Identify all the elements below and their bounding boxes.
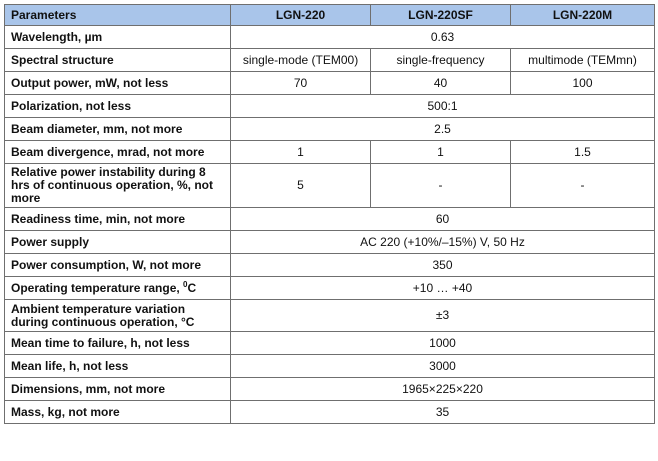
row-label-dimensions: Dimensions, mm, not more [5,378,231,401]
row-label-mean-life: Mean life, h, not less [5,355,231,378]
header-model-lgn-220sf: LGN-220SF [371,5,511,26]
row-value-beam-diameter: 2.5 [231,118,655,141]
table-row [5,118,655,141]
table-row [5,141,655,164]
row-value-polarization: 500:1 [231,95,655,118]
table-row [5,26,655,49]
row-value-output-lgn-220: 70 [231,72,371,95]
row-value-power-supply: AC 220 (+10%/–15%) V, 50 Hz [231,231,655,254]
row-label-power-supply: Power supply [5,231,231,254]
row-value-output-lgn-220m: 100 [511,72,655,95]
row-label-mass: Mass, kg, not more [5,401,231,424]
row-label-wavelength: Wavelength, µm [5,26,231,49]
table-row [5,208,655,231]
row-label-mean-time-to-failure: Mean time to failure, h, not less [5,332,231,355]
header-model-lgn-220m: LGN-220M [511,5,655,26]
row-value-instability-lgn-220sf: - [371,164,511,208]
row-label-polarization: Polarization, not less [5,95,231,118]
row-value-wavelength: 0.63 [231,26,655,49]
table-row [5,254,655,277]
row-label-readiness-time: Readiness time, min, not more [5,208,231,231]
table-row [5,300,655,332]
degree-superscript: 0 [183,279,188,289]
row-value-divergence-lgn-220: 1 [231,141,371,164]
row-value-divergence-lgn-220sf: 1 [371,141,511,164]
row-label-operating-temperature [5,277,231,300]
row-value-instability-lgn-220: 5 [231,164,371,208]
table-row [5,355,655,378]
row-value-mean-life: 3000 [231,355,655,378]
row-value-mean-time-to-failure: 1000 [231,332,655,355]
row-value-operating-temperature: +10 … +40 [231,277,655,300]
row-value-output-lgn-220sf: 40 [371,72,511,95]
row-value-readiness-time: 60 [231,208,655,231]
operating-temperature-label-text: Operating temperature range, [11,280,184,295]
row-label-spectral-structure: Spectral structure [5,49,231,72]
celsius-unit: C [187,280,197,295]
row-label-power-instability: Relative power instability during 8 hrs of continuous operation, %, not more [5,164,231,208]
row-value-divergence-lgn-220m: 1.5 [511,141,655,164]
header-model-lgn-220: LGN-220 [231,5,371,26]
row-label-beam-diameter: Beam diameter, mm, not more [5,118,231,141]
table-row [5,95,655,118]
row-label-ambient-temperature: Ambient temperature variation during continuous operation, °C [5,300,231,332]
header-row [5,5,655,26]
row-value-spectral-lgn-220sf: single-frequency [371,49,511,72]
row-value-dimensions: 1965×225×220 [231,378,655,401]
row-value-spectral-lgn-220m: multimode (TEMmn) [511,49,655,72]
specifications-table [4,4,655,424]
table-row [5,49,655,72]
row-label-output-power: Output power, mW, not less [5,72,231,95]
table-row [5,332,655,355]
row-value-mass: 35 [231,401,655,424]
row-label-beam-divergence: Beam divergence, mrad, not more [5,141,231,164]
table-row [5,231,655,254]
table-row [5,164,655,208]
row-value-ambient-temperature: ±3 [231,300,655,332]
row-label-power-consumption: Power consumption, W, not more [5,254,231,277]
header-parameters: Parameters [5,5,231,26]
row-value-power-consumption: 350 [231,254,655,277]
row-value-spectral-lgn-220: single-mode (TEM00) [231,49,371,72]
table-row [5,378,655,401]
table-row [5,72,655,95]
row-value-instability-lgn-220m: - [511,164,655,208]
table-row [5,401,655,424]
table-row [5,277,655,300]
